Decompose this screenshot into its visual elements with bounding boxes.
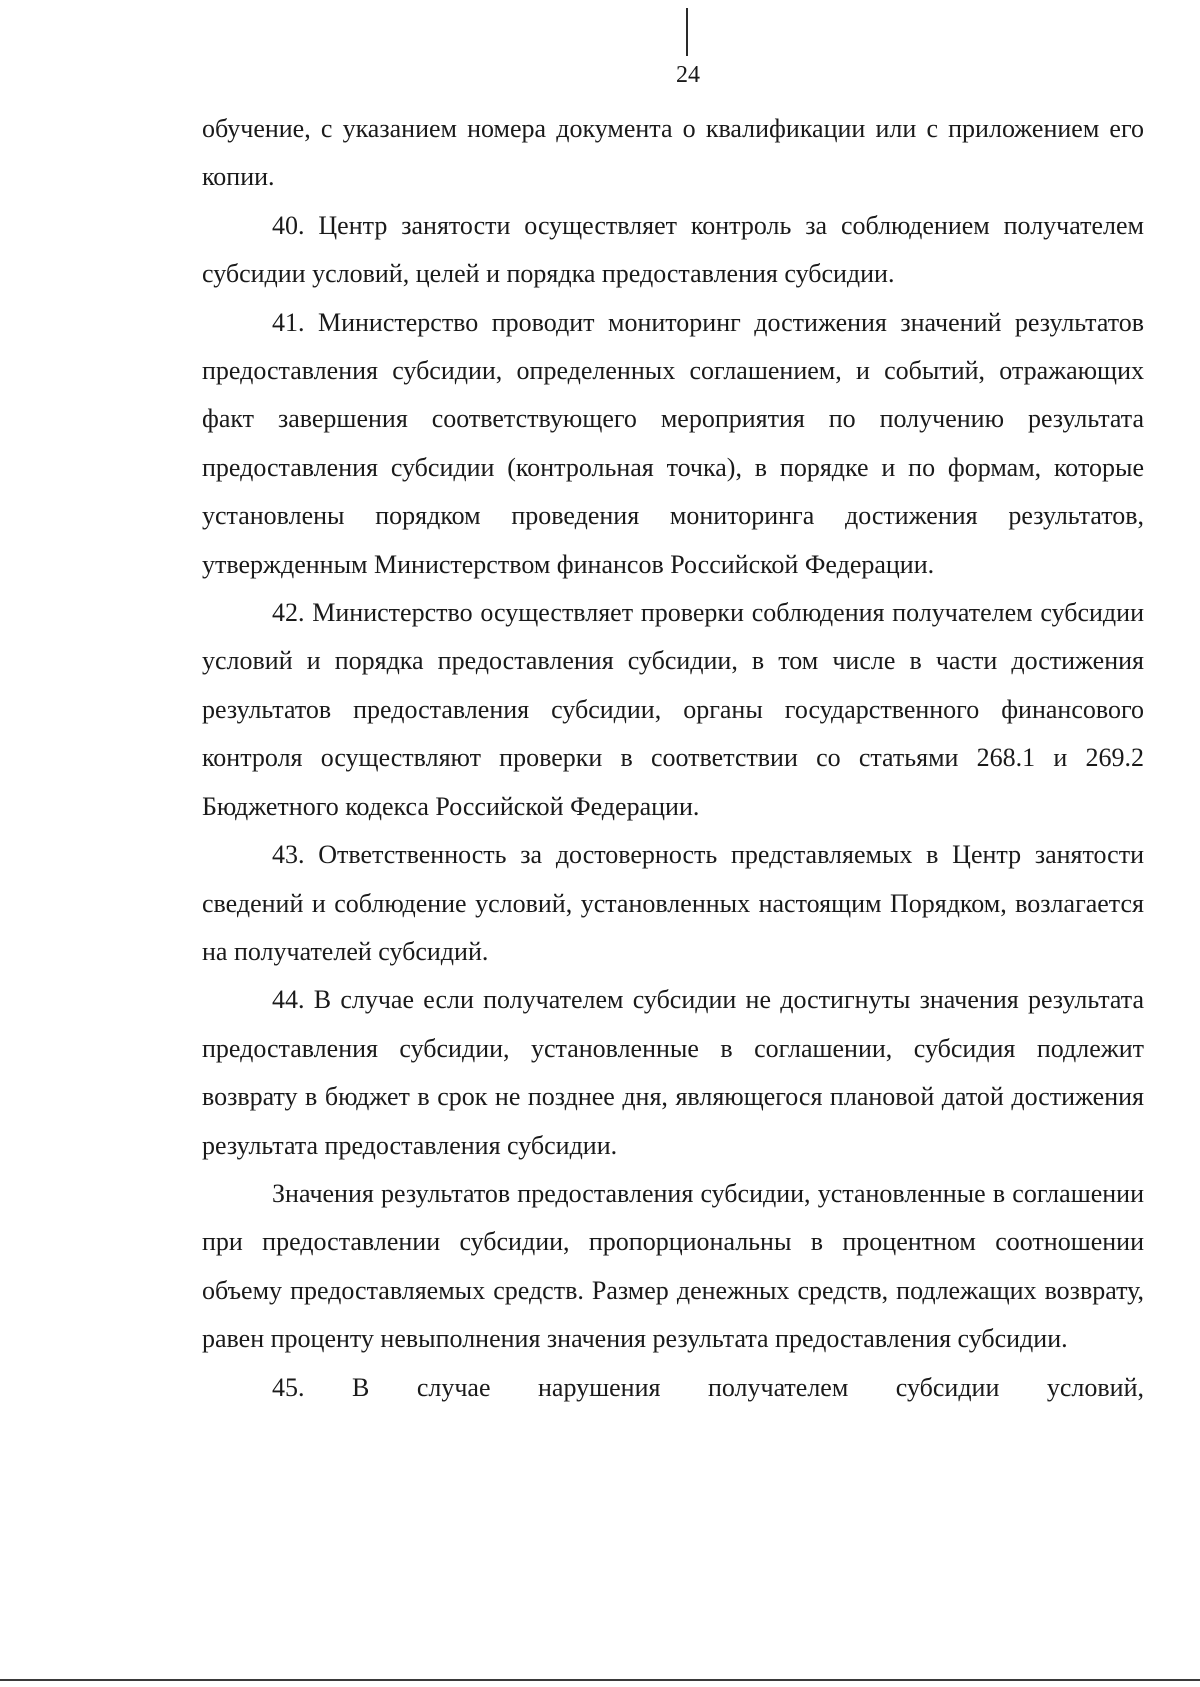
- binding-mark: [686, 8, 688, 56]
- page-number: 24: [676, 62, 700, 88]
- bottom-rule: [0, 1679, 1200, 1681]
- paragraph-continuation: обучение, с указанием номера документа о квалификации или с приложением его копии.: [202, 114, 1144, 192]
- paragraph-45: 45. В случае нарушения получателем субсидии условий,: [272, 1372, 1144, 1402]
- document-body: [202, 105, 1144, 1412]
- paragraph-44-values: Значения результатов предоставления субсидии, установленные в соглашении при предоставлении субсидии, пропорциональны в процентном соотношении объему предоставляемых средств. Размер денежных средств, подлежащих возврату, равен проценту невыполнения значения результата предоставления субсидии.: [202, 1178, 1144, 1354]
- paragraph-44: 44. В случае если получателем субсидии не достигнуты значения результата предоставления субсидии, установленные в соглашении, субсидия подлежит возврату в бюджет в срок не позднее дня, являющегося плановой датой достижения результата предоставления субсидии.: [202, 985, 1144, 1160]
- paragraph-40: 40. Центр занятости осуществляет контроль за соблюдением получателем субсидии условий, целей и порядка предоставления субсидии.: [202, 210, 1144, 289]
- paragraph-42: 42. Министерство осуществляет проверки соблюдения получателем субсидии условий и порядка предоставления субсидии, в том числе в части достижения результатов предоставления субсидии, органы государственного финансового контроля осуществляют проверки в соответствии со статьями 268.1 и 269.2 Бюджетного кодекса Российской Федерации.: [202, 598, 1144, 821]
- paragraph-41: 41. Министерство проводит мониторинг достижения значений результатов предоставления субсидии, определенных соглашением, и событий, отражающих факт завершения соответствующего мероприятия по получению результата предоставления субсидии (контрольная точка), в порядке и по формам, которые установлены порядком проведения мониторинга достижения результатов, утвержденным Министерством финансов Российской Федерации.: [202, 307, 1144, 579]
- paragraph-43: 43. Ответственность за достоверность представляемых в Центр занятости сведений и соблюдение условий, установленных настоящим Порядком, возлагается на получателей субсидий.: [202, 840, 1144, 966]
